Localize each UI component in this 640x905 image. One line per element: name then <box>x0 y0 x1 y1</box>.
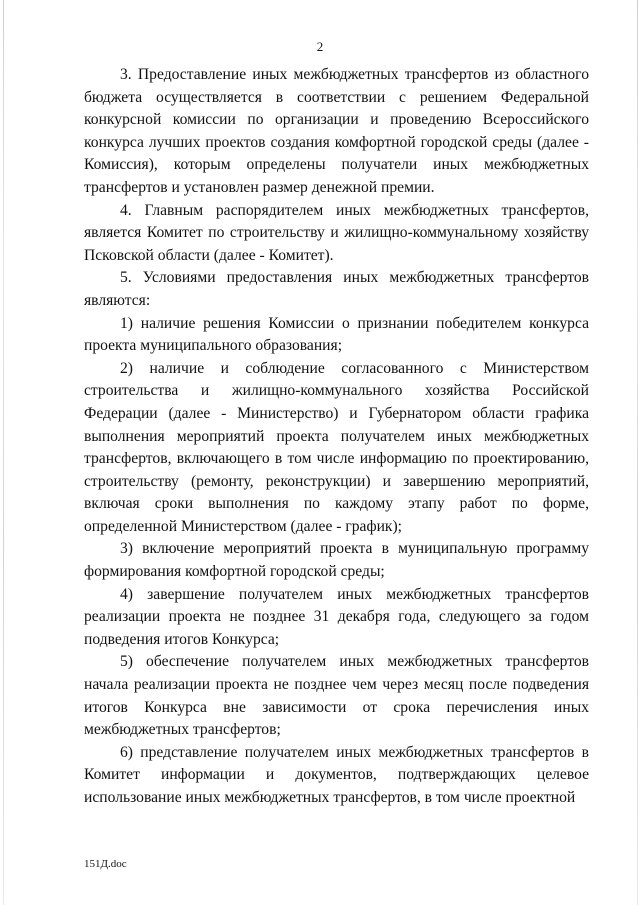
scan-edge-left <box>3 0 4 905</box>
condition-item-5: 5) обеспечение получателем иных межбюджетных трансфертов начала реализации проекта не позднее чем через месяц после подведения итогов Конкурса вне зависимости от срока перечисления иных межбюджетных трансфертов; <box>84 653 589 739</box>
condition-item-6: 6) представление получателем иных межбюджетных трансфертов в Комитет информации и документов, подтверждающих целевое использование иных межбюджетных трансфертов, в том числе проектной <box>84 743 589 806</box>
page-number: 2 <box>316 39 324 54</box>
scan-edge-right <box>637 0 638 905</box>
condition-item-1: 1) наличие решения Комиссии о признании победителем конкурса проекта муниципального образования; <box>84 314 589 355</box>
footer-filename: 151Д.doc <box>84 858 127 870</box>
document-body <box>84 64 589 810</box>
condition-item-3: 3) включение мероприятий проекта в муниципальную программу формирования комфортной городской среды; <box>84 540 589 581</box>
paragraph-4: 4. Главным распорядителем иных межбюджетных трансфертов, является Комитет по строительству и жилищно-коммунальному хозяйству Псковской области (далее - Комитет). <box>84 201 589 264</box>
condition-item-2: 2) наличие и соблюдение согласованного с Министерством строительства и жилищно-коммунального хозяйства Российской Федерации (далее - Министерство) и Губернатором области графика выполнения мероприятий проекта получателем иных межбюджетных трансфертов, включающего в том числе информацию по проектированию, строительству (ремонту, реконструкции) и завершению мероприятий, включая сроки выполнения по каждому этапу работ по форме, определенной Министерством (далее - график); <box>84 359 589 535</box>
condition-item-4: 4) завершение получателем иных межбюджетных трансфертов реализации проекта не позднее 31 декабря года, следующего за годом подведения итогов Конкурса; <box>84 585 589 648</box>
paragraph-5: 5. Условиями предоставления иных межбюджетных трансфертов являются: <box>84 269 589 309</box>
paragraph-3: 3. Предоставление иных межбюджетных трансфертов из областного бюджета осуществляется в соответствии с решением Федеральной конкурсной комиссии по организации и проведению Всероссийского конкурса лучших проектов создания комфортной городской среды (далее - Комиссия), которым определены получатели иных межбюджетных трансфертов и установлен размер денежной премии. <box>84 66 589 196</box>
